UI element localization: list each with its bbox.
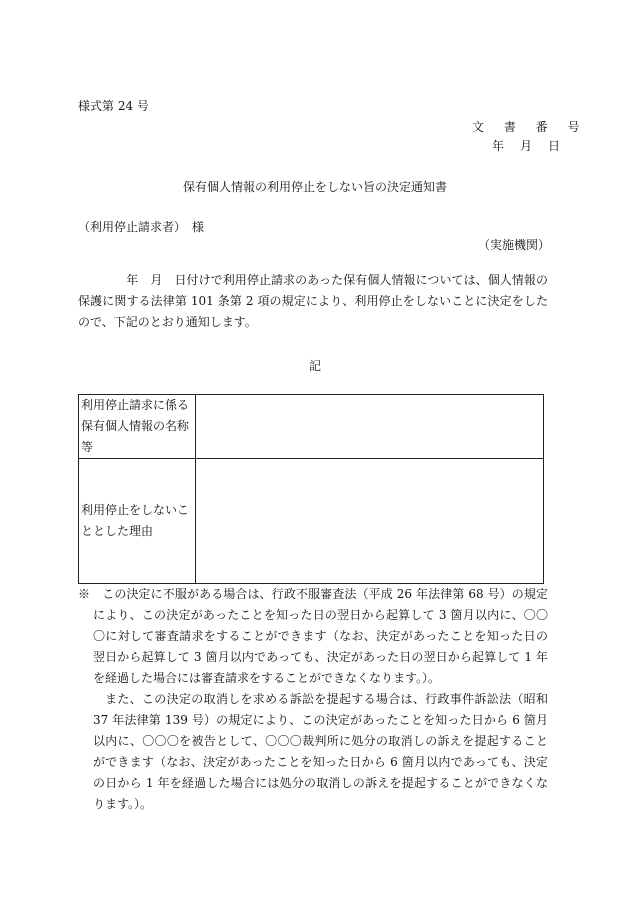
date-label: 年 月 日	[492, 139, 563, 153]
addressee: （利用停止請求者） 様	[78, 220, 205, 234]
row2-value	[196, 459, 544, 584]
form-number: 様式第 24 号	[78, 99, 149, 113]
details-table	[78, 394, 544, 584]
page-title: 保有個人情報の利用停止をしない旨の決定通知書	[182, 180, 447, 194]
ki-heading: 記	[308, 359, 321, 373]
issuing-agency: （実施機関）	[477, 238, 550, 252]
body-paragraph: 年 月 日付けで利用停止請求のあった保有個人情報については、個人情報の保護に関する法律第 101 条第 2 項の規定により、利用停止をしないことに決定をしたので、下記のとおり通知します。	[78, 273, 548, 329]
note-paragraph-2: また、この決定の取消しを求める訴訟を提起する場合は、行政事件訴訟法（昭和 37 年法律第 139 号）の規定により、この決定があったことを知った日から 6 箇月以内に、〇〇〇を被告として、〇〇〇裁判所に処分の取消しの訴えを提起することができます（なお、決定があったことを知った日から 6 箇月以内であっても、決定の日から 1 年を経過した場合には処分の取消しの訴えを提起することができなくなります。）。	[93, 692, 548, 811]
table-row	[79, 395, 544, 459]
document-number-label: 文 書 番 号	[472, 120, 588, 134]
notes-section	[78, 584, 548, 815]
note-paragraph-1: ※ この決定に不服がある場合は、行政不服審査法（平成 26 年法律第 68 号）の規定により、この決定があったことを知った日の翌日から起算して 3 箇月以内に、〇〇〇に対して審査請求をすることができます（なお、決定があったことを知った日の翌日から起算して 3 箇月以内であっても、決定があった日の翌日から起算して 1 年を経過した場合には審査請求をすることができなくなります。）。	[78, 587, 548, 685]
row1-label: 利用停止請求に係る保有個人情報の名称等	[79, 395, 196, 459]
row2-label: 利用停止をしないこととした理由	[79, 459, 196, 584]
table-row	[79, 459, 544, 584]
row1-value	[196, 395, 544, 459]
